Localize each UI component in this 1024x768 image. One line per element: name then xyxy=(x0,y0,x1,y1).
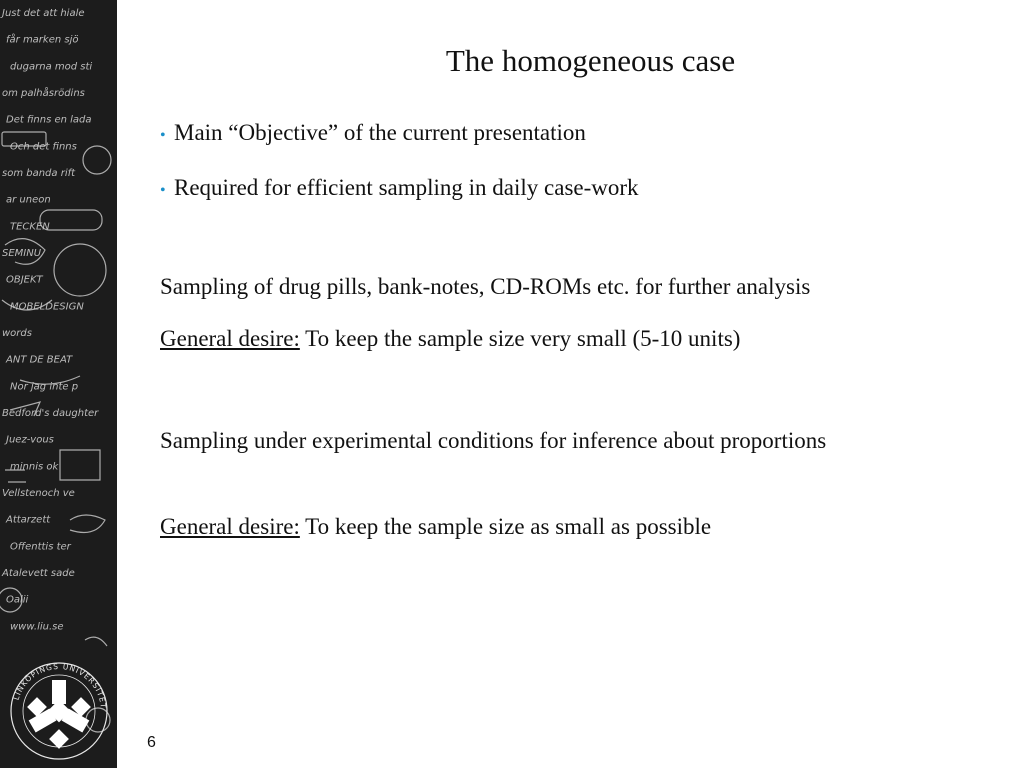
chalk-scribble-text: words xyxy=(2,328,32,339)
chalk-scribble-text: Offenttis ter xyxy=(10,541,71,553)
chalk-scribble-text: som banda rift xyxy=(2,168,76,179)
chalk-scribble-text: minnis ok xyxy=(10,461,59,473)
chalk-scribble-text: TECKEN xyxy=(10,221,50,233)
chalk-scribble-text: Nor jag inte p xyxy=(10,381,79,393)
slide-title: The homogeneous case xyxy=(445,43,736,78)
general-desire-1 xyxy=(160,322,980,356)
bullet-item xyxy=(160,173,639,206)
general-desire-2 xyxy=(160,510,980,544)
general-desire-label: General desire: xyxy=(160,326,300,351)
chalk-scribble-text: Attarzett xyxy=(6,514,51,526)
chalk-scribble-text: MOBELDESIGN xyxy=(10,301,84,313)
bullet-list xyxy=(160,118,639,228)
bullet-dot-icon: • xyxy=(160,127,166,144)
chalk-scribble-text: ar uneon xyxy=(6,194,51,206)
chalk-scribble-text: Det finns en lada xyxy=(6,114,92,126)
page-number: 6 xyxy=(147,734,156,751)
general-desire-text: To keep the sample size very small (5-10 units) xyxy=(299,326,741,351)
chalk-scribble-text: Just det att hiale xyxy=(2,8,85,19)
chalk-scribble-text: dugarna mod sti xyxy=(10,61,93,73)
bullet-text: Main “Objective” of the current presentation xyxy=(174,120,586,145)
chalk-scribble-text: ANT DE BEAT xyxy=(6,354,73,366)
paragraph-drug-sampling: Sampling of drug pills, bank-notes, CD-ROMs etc. for further analysis xyxy=(160,274,811,299)
chalk-scribble-text: Juez-vous xyxy=(6,434,54,446)
general-desire-label: General desire: xyxy=(160,514,300,539)
chalk-scribble-text: Oalii xyxy=(6,594,29,606)
chalk-scribble-text: Bedford's daughter xyxy=(2,408,99,419)
bullet-item xyxy=(160,118,639,151)
bullet-text: Required for efficient sampling in daily case-work xyxy=(174,175,639,200)
svg-text:LINKÖPINGS UNIVERSITET: LINKÖPINGS UNIVERSITET xyxy=(11,661,109,710)
chalkboard-scribbles xyxy=(0,0,117,768)
chalk-scribble-text: om palhåsrödins xyxy=(2,88,85,99)
chalk-scribble-text: SEMINU xyxy=(2,248,42,259)
university-seal-icon xyxy=(8,660,110,762)
general-desire-text: To keep the sample size as small as possible xyxy=(299,514,712,539)
chalk-scribble-text: får marken sjö xyxy=(6,34,79,46)
chalkboard-sidebar xyxy=(0,0,117,768)
chalk-scribble-text: Atalevett sade xyxy=(2,568,75,579)
paragraph-experimental-sampling: Sampling under experimental conditions for inference about proportions xyxy=(160,428,827,453)
chalk-scribble-text: Vellstenoch ve xyxy=(2,488,75,499)
chalk-scribble-text: Och det finns xyxy=(10,141,77,153)
chalk-scribble-text: OBJEKT xyxy=(6,274,43,286)
chalk-scribble-text: www.liu.se xyxy=(10,621,64,633)
bullet-dot-icon: • xyxy=(160,182,166,199)
